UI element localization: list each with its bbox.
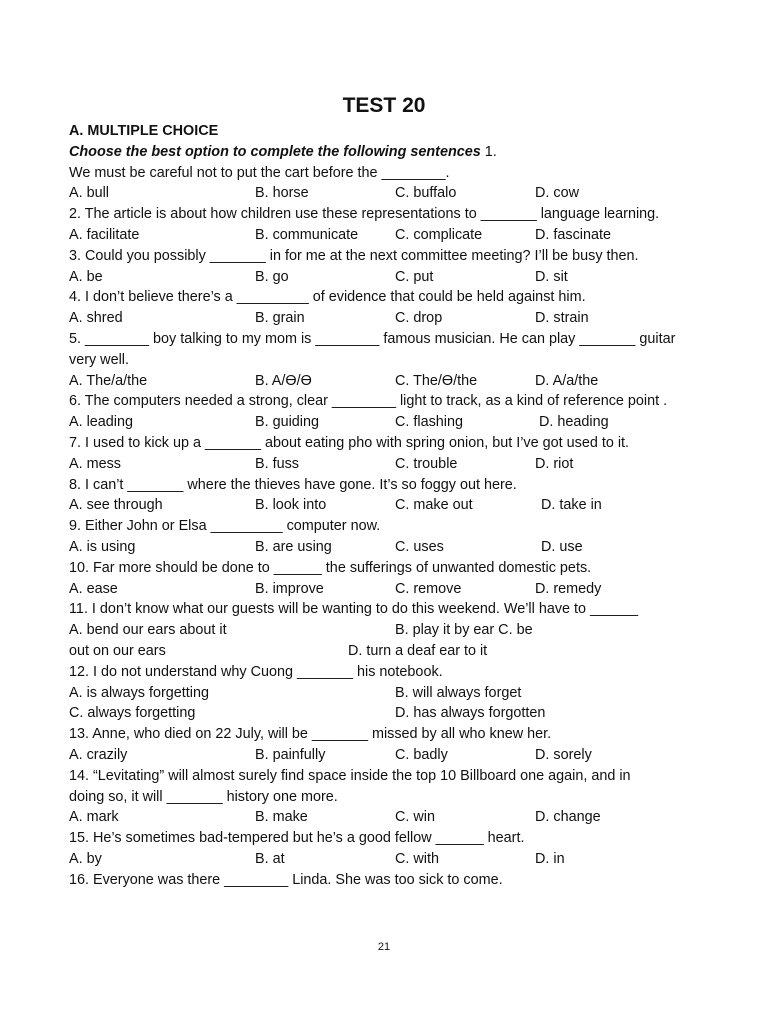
option-a: A. The/a/the — [69, 372, 148, 389]
question-1: We must be careful not to put the cart before the ________. — [69, 164, 450, 181]
options-q9 — [69, 537, 709, 558]
option-c: C. flashing — [395, 414, 463, 431]
option-b: B. fuss — [255, 455, 299, 472]
option-c: C. trouble — [395, 455, 458, 472]
option-b: B. look into — [255, 497, 327, 514]
options-q2 — [69, 225, 709, 246]
question-14: 14. “Levitating” will almost surely find space inside the top 10 Billboard one again, and in — [69, 767, 631, 784]
option-b: B. will always forget — [395, 684, 522, 701]
option-d: D. A/a/the — [535, 372, 599, 389]
option-d: D. heading — [539, 414, 609, 431]
option-a: A. facilitate — [69, 226, 140, 243]
question-6: 6. The computers needed a strong, clear ________ light to track, as a kind of reference point . — [69, 393, 668, 410]
option-a: A. leading — [69, 414, 134, 431]
option-a: A. shred — [69, 310, 123, 327]
options-q15 — [69, 849, 709, 870]
question-5-continued: very well. — [69, 351, 129, 368]
options-q1 — [69, 183, 709, 204]
option-b: B. make — [255, 809, 308, 826]
option-c: C. buffalo — [395, 185, 457, 202]
option-c: C. win — [395, 809, 435, 826]
option-c: C. drop — [395, 310, 443, 327]
question-4: 4. I don’t believe there’s a _________ of evidence that could be held against him. — [69, 289, 586, 306]
option-b: B. A/Ɵ/Ɵ — [255, 372, 312, 389]
option-d: D. fascinate — [535, 226, 611, 243]
option-c: C. remove — [395, 580, 462, 597]
option-a: A. mess — [69, 455, 121, 472]
question-16: 16. Everyone was there ________ Linda. She was too sick to come. — [69, 871, 503, 888]
option-b: B. go — [255, 268, 289, 285]
question-2: 2. The article is about how children use these representations to _______ language learning. — [69, 206, 660, 223]
option-a: A. bull — [69, 185, 109, 202]
option-c: C. complicate — [395, 226, 483, 243]
option-d: D. use — [541, 538, 583, 555]
option-b: B. communicate — [255, 226, 359, 243]
question-3: 3. Could you possibly _______ in for me at the next committee meeting? I’ll be busy then. — [69, 247, 639, 264]
option-c-continued: out on our ears — [69, 642, 166, 659]
option-c: C. put — [395, 268, 434, 285]
option-b: B. painfully — [255, 746, 326, 763]
option-b: B. grain — [255, 310, 305, 327]
option-c: C. with — [395, 850, 439, 867]
question-11: 11. I don’t know what our guests will be wanting to do this weekend. We’ll have to ______ — [69, 601, 639, 618]
option-d: D. strain — [535, 310, 589, 327]
test-title: TEST 20 — [342, 94, 426, 117]
instruction-text: Choose the best option to complete the following sentences — [69, 143, 481, 160]
option-b: B. are using — [255, 538, 332, 555]
option-d: D. has always forgotten — [395, 705, 546, 722]
options-q5 — [69, 371, 709, 392]
option-d: D. cow — [535, 185, 579, 202]
option-d: D. remedy — [535, 580, 602, 597]
option-d: D. sit — [535, 268, 568, 285]
option-a: A. mark — [69, 809, 119, 826]
question-list — [69, 121, 709, 890]
option-a: A. see through — [69, 497, 163, 514]
options-q4 — [69, 308, 709, 329]
instruction-line — [69, 142, 709, 163]
options-q3 — [69, 267, 709, 288]
option-a: A. is using — [69, 538, 136, 555]
page-number: 21 — [377, 941, 391, 953]
question-5: 5. ________ boy talking to my mom is ________ famous musician. He can play _______ guitar — [69, 330, 676, 347]
question-7: 7. I used to kick up a _______ about eating pho with spring onion, but I’ve got used to it. — [69, 434, 630, 451]
question-9: 9. Either John or Elsa _________ computer now. — [69, 518, 381, 535]
option-a: A. be — [69, 268, 103, 285]
options-q10 — [69, 579, 709, 600]
option-a: A. crazily — [69, 746, 128, 763]
options-q12-row1 — [69, 683, 709, 704]
question-10: 10. Far more should be done to ______ the sufferings of unwanted domestic pets. — [69, 559, 592, 576]
question-14-continued: doing so, it will _______ history one more. — [69, 788, 338, 805]
options-q12-row2 — [69, 703, 709, 724]
option-a: A. is always forgetting — [69, 684, 209, 701]
options-q7 — [69, 454, 709, 475]
option-d: D. sorely — [535, 746, 592, 763]
options-q11-row1 — [69, 620, 709, 641]
option-c: C. badly — [395, 746, 448, 763]
option-a: A. bend our ears about it — [69, 622, 227, 639]
question-13: 13. Anne, who died on 22 July, will be _______ missed by all who knew her. — [69, 726, 552, 743]
option-b: B. horse — [255, 185, 309, 202]
question-number-1: 1. — [480, 143, 497, 160]
option-a: A. by — [69, 850, 102, 867]
option-c: C. uses — [395, 538, 444, 555]
question-15: 15. He’s sometimes bad-tempered but he’s a good fellow ______ heart. — [69, 830, 525, 847]
option-d: D. take in — [541, 497, 602, 514]
options-q8 — [69, 495, 709, 516]
option-d: D. riot — [535, 455, 574, 472]
option-c: C. always forgetting — [69, 705, 196, 722]
option-a: A. ease — [69, 580, 118, 597]
option-b: B. improve — [255, 580, 324, 597]
option-b-and-c: B. play it by ear C. be — [395, 622, 533, 639]
options-q14 — [69, 807, 709, 828]
options-q6 — [69, 412, 709, 433]
option-c: C. The/Ɵ/the — [395, 372, 478, 389]
options-q11-row2 — [69, 641, 709, 662]
question-8: 8. I can’t _______ where the thieves have gone. It’s so foggy out here. — [69, 476, 517, 493]
option-d: D. turn a deaf ear to it — [348, 642, 488, 659]
section-heading: A. MULTIPLE CHOICE — [69, 123, 219, 139]
options-q13 — [69, 745, 709, 766]
option-c: C. make out — [395, 497, 473, 514]
option-b: B. guiding — [255, 414, 320, 431]
question-12: 12. I do not understand why Cuong _______ his notebook. — [69, 663, 443, 680]
option-b: B. at — [255, 850, 285, 867]
option-d: D. change — [535, 809, 601, 826]
option-d: D. in — [535, 850, 565, 867]
